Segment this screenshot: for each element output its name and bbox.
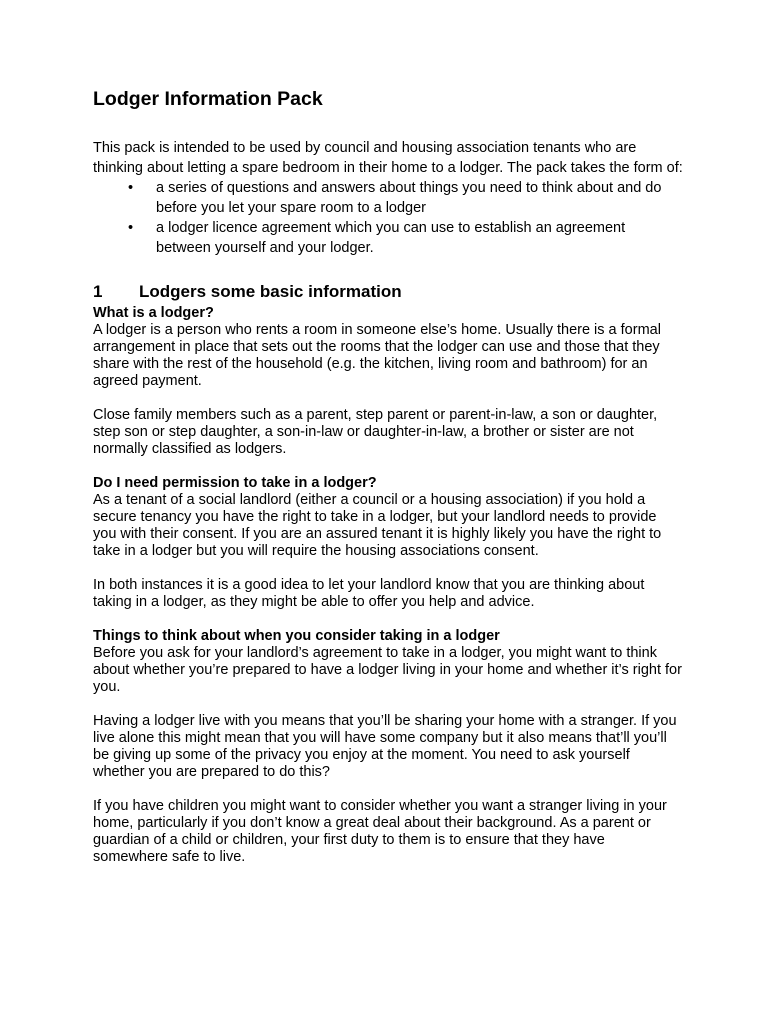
bullet-icon: •	[128, 220, 134, 236]
paragraph: Having a lodger live with you means that you’ll be sharing your home with a stranger. If you live alone this might mean that you will have some company but it also means that’ll you’ll be giving up some of the privacy you enjoy at the moment. You need to ask yourself whether you are prepared to do this?	[93, 713, 677, 780]
paragraph: In both instances it is a good idea to let your landlord know that you are thinking about taking in a lodger, as they might be able to offer you help and advice.	[93, 577, 645, 610]
bullet-text: a lodger licence agreement which you can use to establish an agreement between yourself and your lodger.	[156, 220, 626, 256]
intro-paragraph: This pack is intended to be used by council and housing association tenants who are thinking about letting a spare bedroom in their home to a lodger. The pack takes the form of:	[93, 140, 683, 176]
section-heading	[93, 281, 683, 303]
bullet-text: a series of questions and answers about things you need to think about and do before you let your spare room to a lodger	[156, 180, 662, 216]
list-item	[128, 178, 683, 218]
bullet-icon: •	[128, 180, 134, 196]
section-number: 1	[93, 282, 103, 301]
question-heading-what-is-a-lodger: What is a lodger?	[93, 305, 214, 321]
question-heading-things-to-think-about: Things to think about when you consider taking in a lodger	[93, 628, 500, 644]
paragraph: As a tenant of a social landlord (either a council or a housing association) if you hold a secure tenancy you have the right to take in a lodger, but your landlord needs to provide you with their consent. If you are an assured tenant it is highly likely you have the right to take in a lodger but you will require the housing associations consent.	[93, 492, 662, 559]
paragraph: Before you ask for your landlord’s agreement to take in a lodger, you might want to think about whether you’re prepared to have a lodger living in your home and whether it’s right for you.	[93, 645, 682, 695]
document-page	[93, 86, 683, 866]
section-title: Lodgers some basic information	[139, 282, 402, 301]
list-item	[128, 218, 683, 258]
paragraph: Close family members such as a parent, step parent or parent-in-law, a son or daughter, step son or step daughter, a son-in-law or daughter-in-law, a brother or sister are not normally classified as lodgers.	[93, 407, 658, 457]
document-title: Lodger Information Pack	[93, 88, 323, 110]
intro-bullet-list	[93, 178, 683, 258]
question-heading-permission: Do I need permission to take in a lodger?	[93, 475, 377, 491]
paragraph: A lodger is a person who rents a room in someone else’s home. Usually there is a formal arrangement in place that sets out the rooms that the lodger can use and those that they share with the rest of the household (e.g. the kitchen, living room and bathroom) for an agreed payment.	[93, 322, 661, 389]
paragraph: If you have children you might want to consider whether you want a stranger living in your home, particularly if you don’t know a great deal about their background. As a parent or guardian of a child or children, your first duty to them is to ensure that they have somewhere safe to live.	[93, 798, 667, 865]
